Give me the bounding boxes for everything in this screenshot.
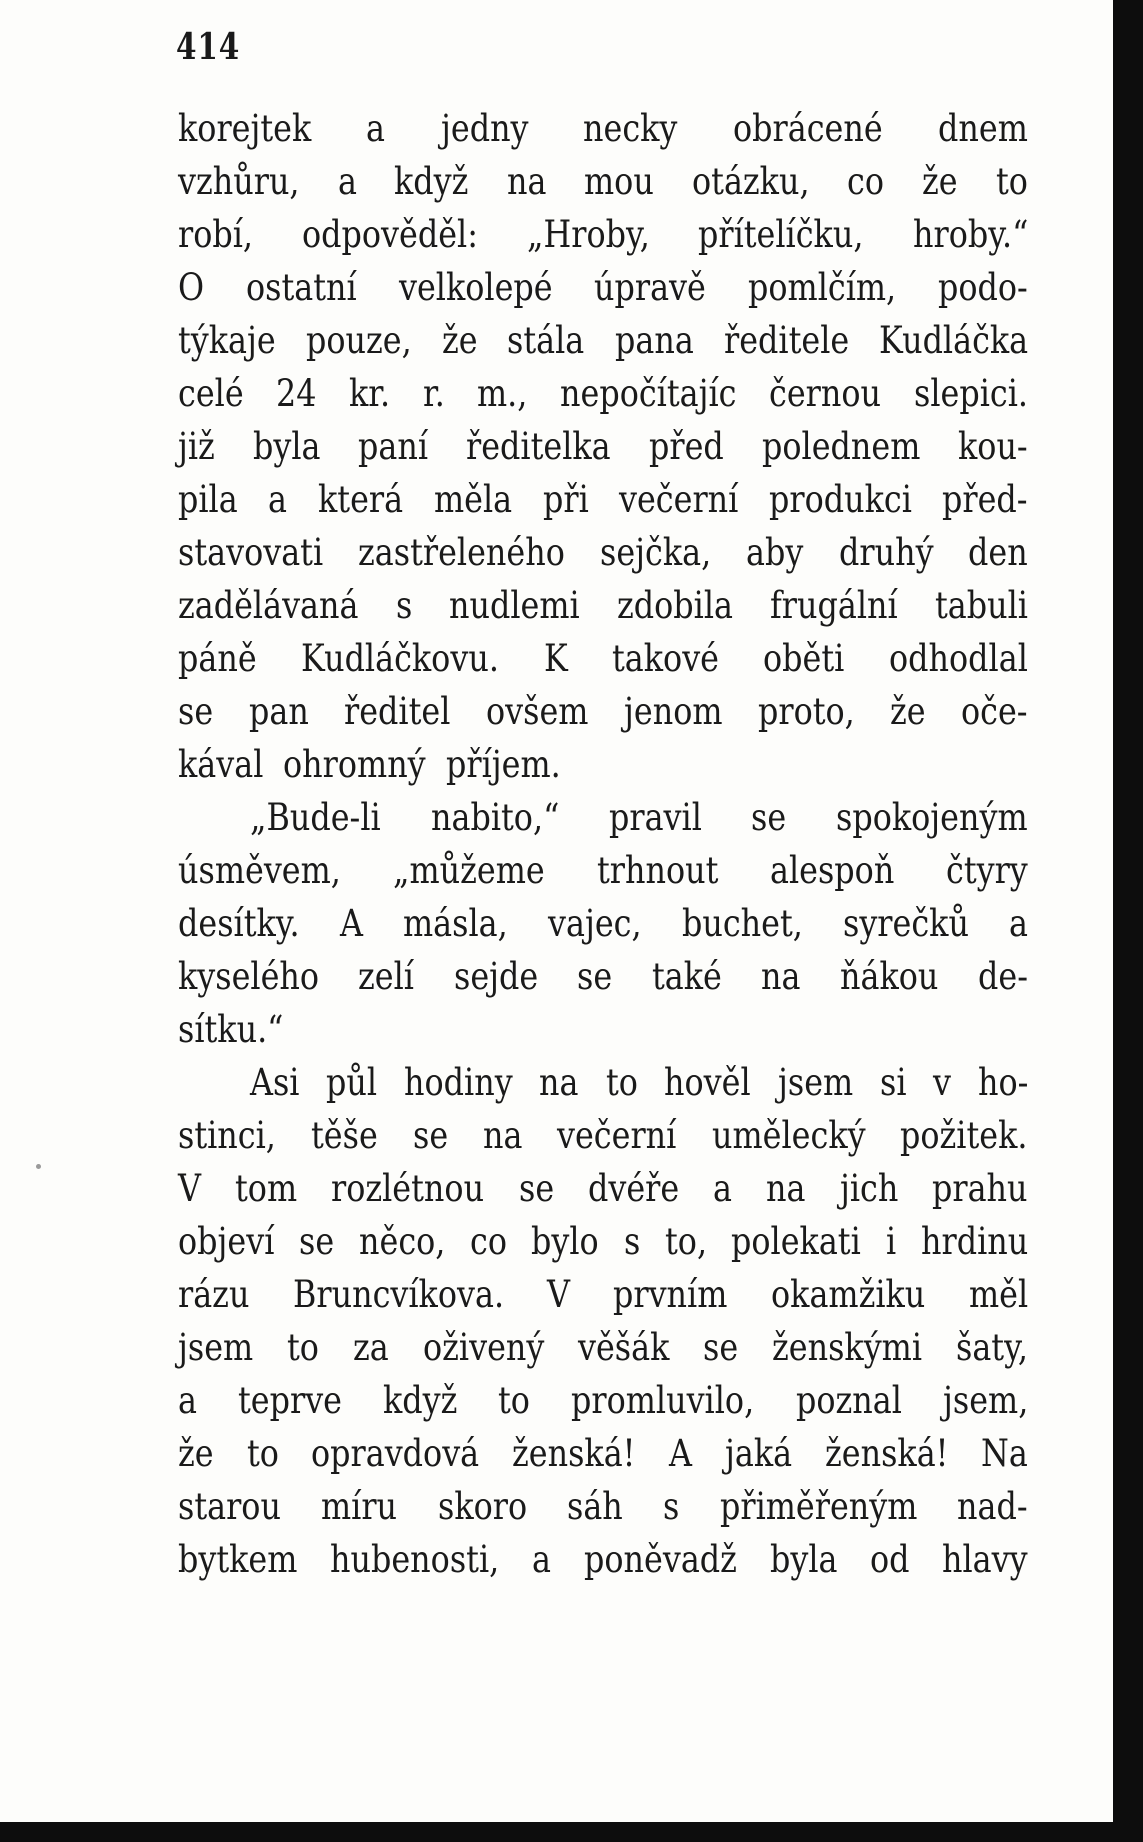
word: ženská!: [824, 1432, 949, 1475]
word: že: [441, 319, 478, 362]
word: přiměřeným: [719, 1485, 918, 1528]
word: promluvilo,: [571, 1379, 755, 1422]
word: robí,: [178, 213, 254, 256]
word: a: [268, 478, 288, 521]
word: na: [506, 160, 547, 203]
word: v: [932, 1061, 951, 1104]
word: míru: [321, 1485, 398, 1528]
word: jedny: [440, 107, 529, 150]
word: nudlemi: [449, 584, 580, 627]
word: slepici.: [914, 372, 1029, 415]
scan-edge-bottom: [0, 1822, 1143, 1842]
word: Na: [981, 1432, 1028, 1475]
word: jsem,: [942, 1379, 1028, 1422]
word: másla,: [403, 902, 508, 945]
word: V: [547, 1273, 571, 1316]
word: byla: [252, 425, 321, 468]
text-line: [178, 738, 1028, 791]
word: ředitel: [344, 690, 451, 733]
word: páně: [178, 637, 257, 680]
word: druhý: [838, 531, 934, 574]
text-line: [178, 1374, 1028, 1427]
word: úsměvem,: [178, 849, 341, 892]
text-line: [178, 1056, 1028, 1109]
word: polednem: [761, 425, 921, 468]
word: jenom: [623, 690, 723, 733]
word: bytkem: [178, 1538, 298, 1581]
word: ředitelka: [466, 425, 612, 468]
word: šaty,: [955, 1326, 1028, 1369]
word: m.,: [477, 372, 528, 415]
word: aby: [746, 531, 804, 574]
word: na: [539, 1061, 579, 1104]
word: věšák: [577, 1326, 670, 1369]
word: to: [246, 1432, 279, 1475]
word: zelí: [358, 955, 415, 998]
word: hověl: [664, 1061, 751, 1104]
word: K: [543, 637, 568, 680]
word: vzhůru,: [178, 160, 300, 203]
word: O: [178, 266, 205, 309]
word: Asi: [250, 1061, 300, 1104]
text-line: [178, 1162, 1028, 1215]
word: pomlčím,: [748, 266, 897, 309]
text-line: [178, 685, 1028, 738]
word: okamžiku: [771, 1273, 926, 1316]
word: poznal: [795, 1379, 902, 1422]
word: když: [394, 160, 469, 203]
word: hlavy: [942, 1538, 1028, 1581]
word: produkci: [768, 478, 912, 521]
word: rázu: [178, 1273, 250, 1316]
text-line: [178, 314, 1028, 367]
word: rozlétnou: [331, 1167, 485, 1210]
word: buchet,: [681, 902, 803, 945]
word: ženskými: [772, 1326, 923, 1369]
word: frugální: [770, 584, 898, 627]
text-line: [178, 1109, 1028, 1162]
word: nepočítajíc: [560, 372, 737, 415]
word: se: [751, 796, 787, 839]
word: korejtek: [178, 107, 312, 150]
word: a: [178, 1379, 197, 1422]
word: večerní: [557, 1114, 677, 1157]
word: podo-: [938, 266, 1029, 309]
word: před-: [942, 478, 1028, 521]
word: a: [366, 107, 386, 150]
word: co: [847, 160, 885, 203]
word: objeví: [178, 1220, 275, 1263]
word: od: [870, 1538, 910, 1581]
word: nabito,“: [430, 796, 559, 839]
word: na: [761, 955, 801, 998]
text-line: [178, 1003, 1028, 1056]
word: alespoň: [769, 849, 895, 892]
text-line: [178, 208, 1028, 261]
word: Kudláčka: [878, 319, 1028, 362]
word: něco,: [358, 1220, 446, 1263]
word: a: [532, 1538, 552, 1581]
word: která: [317, 478, 404, 521]
word: se: [178, 690, 214, 733]
word: obrácené: [733, 107, 883, 150]
word: odpověděl:: [301, 213, 478, 256]
word: pan: [248, 690, 309, 733]
word: požitek.: [900, 1114, 1028, 1157]
word: A: [339, 902, 363, 945]
word: pravil: [608, 796, 702, 839]
word: i: [885, 1220, 897, 1263]
text-line: [178, 791, 1028, 844]
word: mou: [584, 160, 655, 203]
word: polekati: [731, 1220, 862, 1263]
word: „můžeme: [392, 849, 545, 892]
word: trhnout: [596, 849, 719, 892]
word: že: [890, 690, 926, 733]
word: ředitele: [723, 319, 849, 362]
word: den: [968, 531, 1028, 574]
word: umělecký: [711, 1114, 866, 1157]
word: také: [652, 955, 722, 998]
text-line: [178, 1215, 1028, 1268]
text-line: [178, 526, 1028, 579]
word: spokojeným: [836, 796, 1029, 839]
word: prvním: [613, 1273, 728, 1316]
word: když: [383, 1379, 458, 1422]
word: kával: [178, 743, 264, 786]
word: co: [469, 1220, 507, 1263]
word: se: [577, 955, 613, 998]
word: starou: [178, 1485, 281, 1528]
word: V: [178, 1167, 201, 1210]
word: večerní: [618, 478, 739, 521]
word: zdobila: [617, 584, 734, 627]
word: takové: [611, 637, 719, 680]
text-line: [178, 897, 1028, 950]
word: skoro: [437, 1485, 527, 1528]
word: úpravě: [594, 266, 707, 309]
text-line: [178, 367, 1028, 420]
word: nad-: [957, 1485, 1028, 1528]
word: velkolepé: [398, 266, 553, 309]
word: A: [668, 1432, 692, 1475]
body-text: [178, 102, 1028, 1586]
word: s: [663, 1485, 680, 1528]
word: se: [412, 1114, 448, 1157]
text-line: [178, 261, 1028, 314]
word: na: [482, 1114, 523, 1157]
word: jich: [839, 1167, 899, 1210]
word: 24: [276, 372, 317, 415]
word: příjem.: [446, 743, 561, 786]
word: na: [766, 1167, 806, 1210]
word: oživený: [422, 1326, 544, 1369]
word: to: [605, 1061, 638, 1104]
word: oběti: [763, 637, 845, 680]
word: teprve: [238, 1379, 343, 1422]
text-line: [178, 420, 1028, 473]
word: půl: [326, 1061, 378, 1104]
text-line: [178, 632, 1028, 685]
word: tom: [235, 1167, 298, 1210]
word: ostatní: [246, 266, 357, 309]
text-line: [178, 1480, 1028, 1533]
word: kou-: [958, 425, 1028, 468]
word: proto,: [757, 690, 855, 733]
word: stála: [507, 319, 585, 362]
word: otázku,: [691, 160, 810, 203]
paper-speck: [36, 1164, 41, 1169]
word: bylo: [531, 1220, 600, 1263]
word: syrečků: [842, 902, 969, 945]
word: byla: [769, 1538, 838, 1581]
word: stavovati: [178, 531, 324, 574]
word: kr.: [349, 372, 391, 415]
word: sítku.“: [178, 1008, 284, 1051]
word: necky: [583, 107, 678, 150]
text-line: [178, 1321, 1028, 1374]
word: čtyry: [946, 849, 1029, 892]
word: to: [995, 160, 1028, 203]
word: sejde: [453, 955, 539, 998]
word: Bruncvíkova.: [292, 1273, 504, 1316]
word: paní: [358, 425, 429, 468]
word: de-: [977, 955, 1028, 998]
word: a: [337, 160, 357, 203]
word: a: [713, 1167, 733, 1210]
word: za: [352, 1326, 389, 1369]
word: že: [922, 160, 959, 203]
word: stinci,: [178, 1114, 276, 1157]
text-line: [178, 950, 1028, 1003]
word: jsem: [178, 1326, 254, 1369]
word: dvéře: [587, 1167, 680, 1210]
text-line: [178, 844, 1028, 897]
word: hodiny: [404, 1061, 513, 1104]
text-line: [178, 1427, 1028, 1480]
word: jsem: [777, 1061, 853, 1104]
text-line: [178, 102, 1028, 155]
word: prahu: [932, 1167, 1028, 1210]
word: r.: [423, 372, 445, 415]
word: to: [287, 1326, 320, 1369]
text-line: [178, 473, 1028, 526]
word: s: [623, 1220, 641, 1263]
word: sáh: [566, 1485, 623, 1528]
word: měl: [968, 1273, 1028, 1316]
word: kyselého: [178, 955, 320, 998]
word: ovšem: [485, 690, 589, 733]
word: si: [879, 1061, 907, 1104]
word: „Hroby,: [526, 213, 650, 256]
word: celé: [178, 372, 244, 415]
word: pouze,: [305, 319, 412, 362]
word: se: [518, 1167, 554, 1210]
word: přítelíčku,: [698, 213, 864, 256]
word: týkaje: [178, 319, 276, 362]
text-line: [178, 1533, 1028, 1586]
word: opravdová: [311, 1432, 480, 1475]
word: se: [299, 1220, 335, 1263]
word: jaká: [724, 1432, 792, 1475]
scan-edge-right: [1113, 0, 1143, 1842]
word: těše: [310, 1114, 378, 1157]
word: měla: [433, 478, 512, 521]
word: Kudláčkovu.: [301, 637, 500, 680]
word: „Bude-li: [250, 796, 381, 839]
word: při: [542, 478, 589, 521]
word: ho-: [977, 1061, 1028, 1104]
word: to,: [664, 1220, 707, 1263]
word: desítky.: [178, 902, 300, 945]
word: odhodlal: [889, 637, 1029, 680]
word: pana: [614, 319, 694, 362]
word: pila: [178, 478, 238, 521]
word: a: [1009, 902, 1028, 945]
word: hrdinu: [920, 1220, 1028, 1263]
word: vajec,: [547, 902, 642, 945]
page-number: 414: [176, 26, 241, 68]
word: před: [649, 425, 724, 468]
word: to: [498, 1379, 531, 1422]
word: černou: [769, 372, 882, 415]
word: se: [703, 1326, 739, 1369]
word: že: [178, 1432, 214, 1475]
word: oče-: [961, 690, 1028, 733]
word: zastřeleného: [358, 531, 566, 574]
word: poněvadž: [584, 1538, 737, 1581]
word: sejčka,: [600, 531, 712, 574]
word: ohromný: [283, 743, 427, 786]
word: dnem: [938, 107, 1028, 150]
word: ňákou: [840, 955, 939, 998]
word: zadělávaná: [178, 584, 359, 627]
word: tabuli: [934, 584, 1028, 627]
text-line: [178, 1268, 1028, 1321]
text-line: [178, 579, 1028, 632]
word: ženská!: [512, 1432, 636, 1475]
text-line: [178, 155, 1028, 208]
word: již: [178, 425, 215, 468]
word: s: [395, 584, 412, 627]
word: hubenosti,: [330, 1538, 500, 1581]
word: hroby.“: [912, 213, 1029, 256]
